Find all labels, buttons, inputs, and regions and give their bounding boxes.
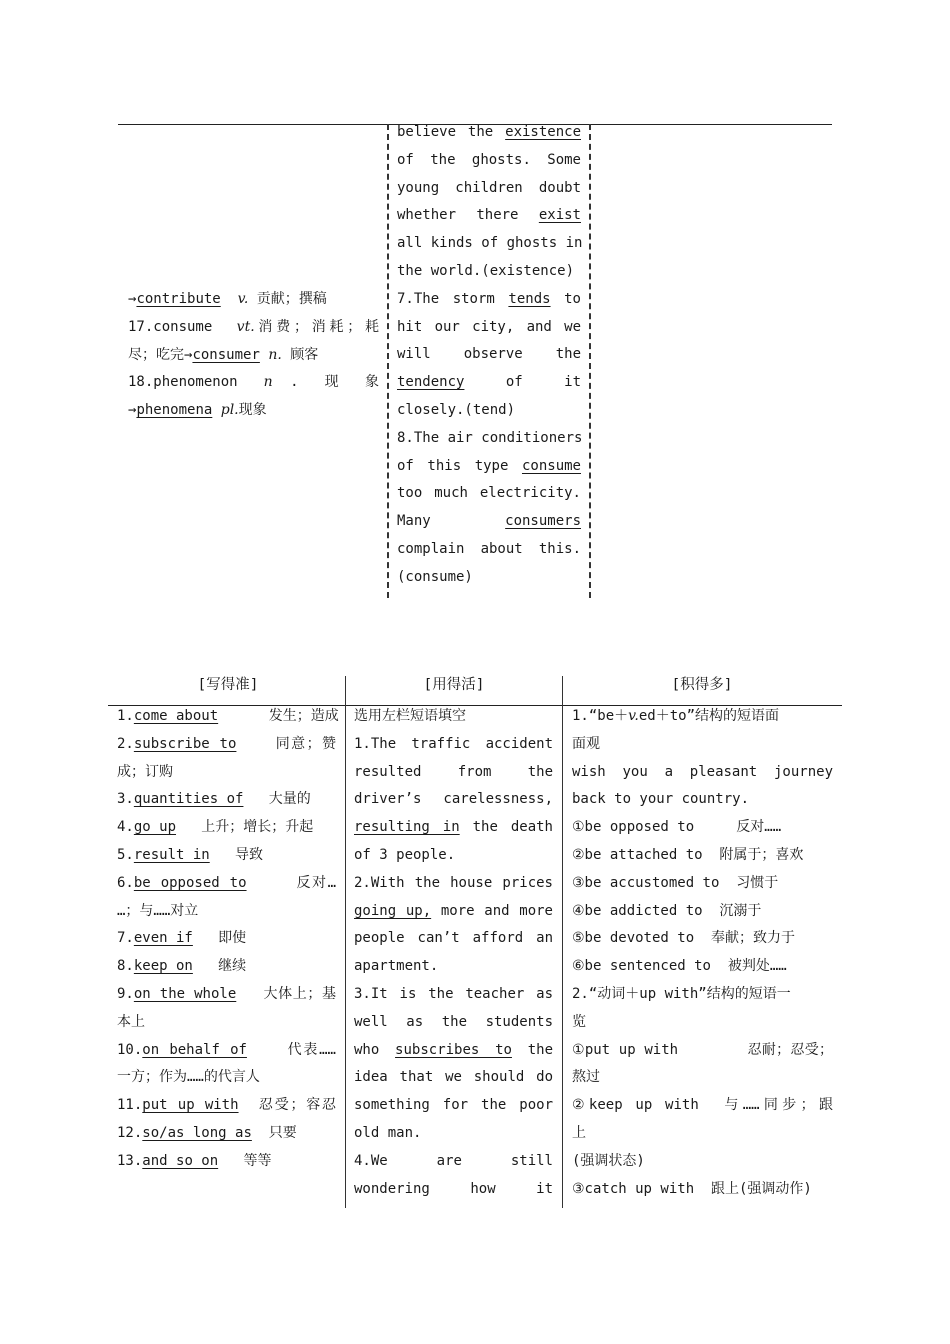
header-write-accurately: [写得准] [197, 677, 259, 693]
text-line [397, 341, 581, 369]
text-line [117, 1064, 336, 1092]
text-line [572, 981, 833, 1009]
answer-blank-text: so/as long as [142, 1124, 252, 1141]
text-line [128, 342, 379, 370]
text-line [354, 842, 553, 870]
text-run: 尽；吃完→ [128, 346, 193, 363]
text-line [117, 1037, 336, 1065]
text-run: 导致 [209, 846, 264, 863]
text-run: 3. [117, 791, 134, 808]
text-run: 选用左栏短语填空 [354, 708, 466, 724]
text-line [128, 286, 379, 314]
text-run [221, 291, 238, 307]
text-line [397, 119, 581, 147]
text-run: the world.(existence) [397, 262, 575, 279]
text-run: 1.The traffic accident [354, 735, 553, 752]
text-run: ②keep up with 与……同步；跟 [572, 1097, 833, 1114]
part-of-speech-label: pl. [220, 402, 239, 419]
text-line [397, 453, 581, 481]
text-run: 2. [117, 735, 134, 752]
text-line [128, 397, 379, 425]
answer-blank-text: result in [133, 846, 210, 863]
text-run: who [354, 1041, 396, 1058]
text-line [117, 1009, 336, 1037]
answer-blank-text: consume [521, 457, 581, 474]
answer-blank-text: subscribe to [133, 735, 237, 752]
text-run: the [511, 1041, 553, 1058]
text-line [572, 1009, 833, 1037]
text-line [397, 536, 581, 564]
text-line [572, 1148, 833, 1176]
answer-blank-text: come about [133, 708, 219, 724]
part-of-speech-label: v. [628, 708, 639, 724]
text-line [397, 230, 581, 258]
header-accumulate-more: [积得多] [671, 677, 733, 693]
text-run: ②be attached to 附属于；喜欢 [572, 846, 804, 863]
text-run: ③catch up with 跟上(强调动作) [572, 1180, 812, 1197]
text-run: 4.We are still [354, 1152, 553, 1169]
text-run: of it [464, 374, 581, 391]
text-line [572, 953, 833, 981]
text-line [572, 1120, 833, 1148]
text-line [117, 759, 336, 787]
answer-blank-text: on the whole [133, 985, 237, 1002]
answer-blank-text: going up, [354, 902, 432, 919]
text-line [117, 870, 336, 898]
text-run: ④be addicted to 沉溺于 [572, 902, 762, 919]
text-run: 8. [117, 958, 134, 975]
text-line [397, 258, 581, 286]
text-run: 17.consume [128, 318, 237, 335]
text-run: to [550, 290, 581, 307]
text-run: something for the poor [354, 1097, 553, 1114]
text-run: ⑥be sentenced to 被判处…… [572, 958, 787, 975]
text-run: . 现 象 [272, 374, 379, 391]
answer-blank-text: tendency [397, 374, 465, 391]
top-left-column [128, 286, 379, 425]
answer-blank-text: subscribes to [395, 1041, 512, 1058]
text-run: 览 [572, 1013, 586, 1030]
text-line [354, 925, 553, 953]
text-line [117, 953, 336, 981]
text-line [572, 1037, 833, 1065]
text-line [572, 870, 833, 898]
text-run: of this type [397, 457, 522, 474]
text-run: ed＋to”结构的短语面 [638, 708, 780, 724]
answer-blank-text: exist [538, 207, 581, 224]
text-run: 12. [117, 1124, 143, 1141]
text-line [128, 369, 379, 397]
text-line [128, 314, 379, 342]
answer-blank-text: resulting in [354, 819, 460, 836]
text-line [354, 953, 553, 981]
text-line [354, 759, 553, 787]
part-of-speech-label: vt. [236, 318, 255, 335]
text-run: 6. [117, 874, 134, 891]
part-of-speech-label: n [263, 374, 273, 391]
text-line [572, 1176, 833, 1204]
text-run: 消费；消耗；耗 [254, 318, 379, 335]
text-run: 10. [117, 1041, 143, 1058]
text-line [397, 202, 581, 230]
phrase-list-column [117, 703, 339, 1176]
text-line [117, 703, 339, 731]
top-column-divider-right [589, 124, 591, 598]
text-line [572, 703, 833, 731]
text-run: 上升；增长；升起 [176, 819, 314, 836]
text-line [397, 369, 581, 397]
text-line [354, 703, 553, 731]
answer-blank-text: keep on [133, 958, 193, 975]
text-line [572, 1092, 833, 1120]
text-line [354, 981, 553, 1009]
text-run: 本上 [117, 1013, 145, 1030]
text-line [354, 786, 553, 814]
text-run: 2.With the house prices [354, 874, 553, 891]
text-run: 18.phenomenon [128, 374, 264, 391]
answer-blank-text: quantities of [133, 791, 244, 808]
text-run: idea that we should do [354, 1069, 553, 1086]
text-run: people can’t afford an [354, 930, 553, 947]
answer-blank-text: put up with [142, 1097, 239, 1114]
text-line [572, 759, 833, 787]
text-run: 即使 [192, 930, 247, 947]
text-line [117, 786, 336, 814]
text-run: (强调状态) [572, 1152, 645, 1169]
answer-blank-text: be opposed to [133, 874, 247, 891]
text-line [117, 1092, 336, 1120]
text-line [117, 842, 336, 870]
text-run: 大体上；基 [236, 985, 336, 1002]
text-line [397, 147, 581, 175]
text-run: whether there [397, 207, 539, 224]
text-run: 4. [117, 819, 134, 836]
text-run: ①be opposed to 反对…… [572, 819, 782, 836]
text-run: back to your country. [572, 791, 750, 808]
part-of-speech-label: n. [268, 346, 282, 363]
text-run: 忍受；容忍 [238, 1097, 336, 1114]
top-middle-column [397, 119, 581, 592]
text-run: 面观 [572, 735, 600, 752]
text-run: 3.It is the teacher as [354, 985, 553, 1002]
text-run: 上 [572, 1124, 586, 1141]
text-line [397, 425, 581, 453]
text-run: ③be accustomed to 习惯于 [572, 874, 779, 891]
answer-blank-text: consumer [192, 346, 260, 363]
text-run: 1. [117, 708, 134, 724]
text-line [572, 814, 833, 842]
answer-blank-text: consumers [505, 513, 581, 530]
text-line [117, 814, 336, 842]
part-of-speech-label: v. [237, 291, 249, 307]
text-run: 7.The storm [397, 290, 509, 307]
text-run: wondering how it [354, 1180, 553, 1197]
text-run: believe the [397, 124, 506, 140]
text-line [354, 1037, 553, 1065]
text-run: 一方；作为……的代言人 [117, 1069, 260, 1086]
text-line [117, 1120, 336, 1148]
text-run: old man. [354, 1124, 422, 1141]
text-run: 熬过 [572, 1069, 600, 1086]
text-run: driver’s carelessness, [354, 791, 553, 808]
text-line [572, 898, 833, 926]
text-line [397, 175, 581, 203]
text-run: of the ghosts. Some [397, 151, 581, 168]
text-run: 顾客 [281, 346, 319, 363]
text-line [397, 286, 581, 314]
text-run: 贡献；撰稿 [248, 291, 327, 307]
text-run: more and more [431, 902, 553, 919]
text-run: resulted from the [354, 763, 553, 780]
text-run: well as the students [354, 1013, 553, 1030]
text-line [354, 870, 553, 898]
text-run: 1.“be＋ [572, 708, 629, 724]
text-run: of 3 people. [354, 846, 456, 863]
text-run: apartment. [354, 958, 439, 975]
text-line [572, 786, 833, 814]
text-line [397, 397, 581, 425]
text-line [354, 814, 553, 842]
text-run: 11. [117, 1097, 143, 1114]
text-line [117, 925, 336, 953]
text-run: closely.(tend) [397, 401, 516, 418]
text-run: 5. [117, 846, 134, 863]
answer-blank-text: and so on [142, 1152, 219, 1169]
text-run: 8.The air conditioners [397, 429, 583, 446]
text-line [397, 314, 581, 342]
fill-in-exercise-column [354, 703, 553, 1203]
text-run: all kinds of ghosts in [397, 235, 583, 252]
top-column-divider-left [387, 124, 389, 598]
text-line [117, 731, 336, 759]
text-line [397, 564, 581, 592]
text-line [354, 1092, 553, 1120]
text-run: complain about this. [397, 540, 581, 557]
text-run: 等等 [218, 1152, 272, 1169]
text-run: 同意；赞 [236, 735, 336, 752]
text-run: 7. [117, 930, 134, 947]
answer-blank-text: even if [133, 930, 193, 947]
text-run: 发生；造成 [218, 708, 339, 724]
extended-phrases-column [572, 703, 833, 1203]
text-line [354, 1009, 553, 1037]
text-line [354, 1064, 553, 1092]
text-run: too much electricity. [397, 485, 581, 502]
text-line [354, 1176, 553, 1204]
text-run: hit our city, and we [397, 318, 581, 335]
text-run [212, 402, 220, 418]
answer-blank-text: phenomena [136, 402, 213, 419]
answer-blank-text: existence [505, 124, 581, 140]
text-line [397, 508, 581, 536]
text-run: 成；订购 [117, 763, 173, 780]
bottom-column-divider-right [562, 676, 563, 1208]
text-run: 现象 [238, 402, 267, 419]
text-line [572, 731, 833, 759]
text-run: Many [397, 513, 506, 530]
text-line [117, 1148, 336, 1176]
text-line [354, 1148, 553, 1176]
header-use-flexibly: [用得活] [423, 677, 485, 693]
text-line [354, 731, 553, 759]
text-line [572, 1064, 833, 1092]
text-run: → [128, 291, 137, 307]
answer-blank-text: go up [133, 819, 177, 836]
text-line [572, 842, 833, 870]
text-run: 继续 [192, 958, 247, 975]
text-run: 9. [117, 985, 134, 1002]
bottom-column-divider-left [345, 676, 346, 1208]
text-run: 13. [117, 1152, 143, 1169]
text-run: the death [459, 819, 553, 836]
text-line [397, 480, 581, 508]
answer-blank-text: on behalf of [142, 1041, 247, 1058]
text-run: → [128, 402, 137, 419]
text-line [572, 925, 833, 953]
text-line [354, 1120, 553, 1148]
text-run: young children doubt [397, 179, 581, 196]
text-line [354, 898, 553, 926]
text-run: wish you a pleasant journey [572, 763, 833, 780]
answer-blank-text: tends [508, 290, 551, 307]
text-run: will observe the [397, 346, 581, 363]
text-run: (consume) [397, 568, 473, 585]
text-run: ①put up with 忍耐；忍受； [572, 1041, 833, 1058]
text-run: 大量的 [243, 791, 311, 808]
text-run: 代表…… [246, 1041, 336, 1058]
text-run: …；与……对立 [117, 902, 199, 919]
text-run: 只要 [251, 1124, 297, 1141]
answer-blank-text: contribute [136, 291, 221, 307]
text-run: ⑤be devoted to 奉献；致力于 [572, 930, 795, 947]
text-run: 反对… [246, 874, 336, 891]
text-run: 2.“动词＋up with”结构的短语一 [572, 985, 791, 1002]
text-line [117, 981, 336, 1009]
text-line [117, 898, 336, 926]
